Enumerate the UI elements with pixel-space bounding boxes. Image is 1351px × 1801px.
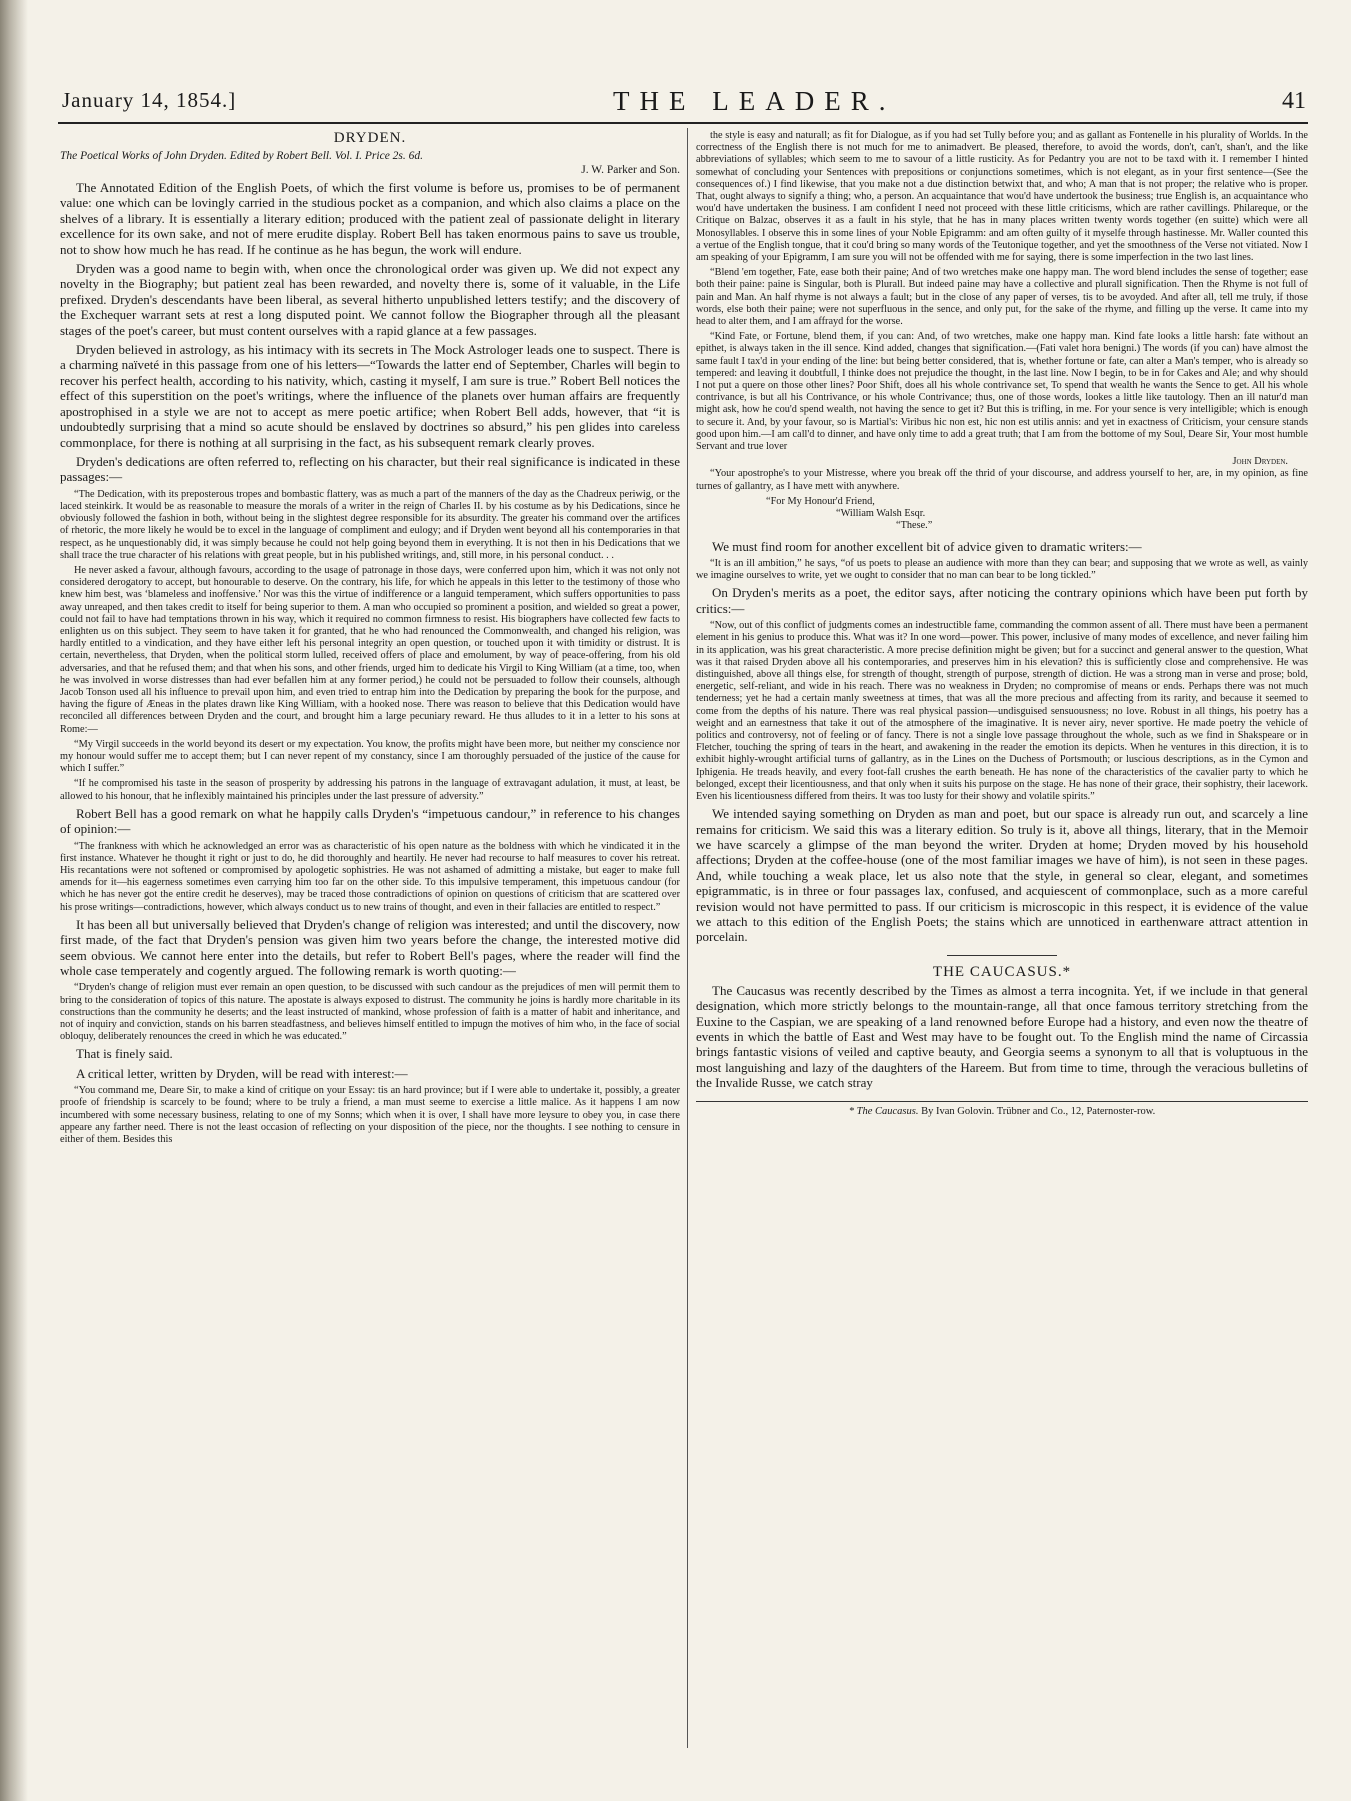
block-quote: “It is an ill ambition,” he says, “of us poets to please an audience with more than they can bear; and supposing that we wrote as well, as vainly we imagine ourselves to write, yet we ought to consider that no man can bear to be long tickled.” bbox=[696, 557, 1308, 582]
article-heading-dryden: DRYDEN. bbox=[333, 130, 407, 146]
issue-date: January 14, 1854.] bbox=[62, 88, 237, 112]
right-column bbox=[696, 130, 1308, 1750]
block-quote: “If he compromised his taste in the season of prosperity by addressing his patrons in the language of extravagant adulation, it must, at least, be allowed to his honour, that he inflexibly maintained his principles under the last pressure of adversity.” bbox=[60, 778, 680, 802]
letter-signature: John Dryden. bbox=[1232, 456, 1288, 468]
footnote-title: * The Caucasus. bbox=[848, 1105, 919, 1117]
letter-address-line: “These.” bbox=[896, 520, 933, 532]
block-quote: “The Dedication, with its preposterous tropes and bombastic flattery, was as much a part of the manners of the day as the Chadreux periwig, or the laced steinkirk. It would be as reasonable to measure the morals of a writer in the reign of Charles II. by his costume as by his Dedications, since he obviously followed the fashion in both, without being in the slightest degree responsible for its absurdity. The greater his command over the artifices of rhetoric, the more likely he would be to excel in the language of compliment and eulogy; and if Dryden went beyond all his contemporaries in that respect, as he unquestionably did, it was simply because he could not help going beyond them in everything. It is not then in his Dedications that we shall trace the true character of his relations with great people, but in his published writings, and, still more, in his personal conduct. . . bbox=[60, 488, 680, 561]
paragraph: That is finely said. bbox=[76, 1046, 173, 1062]
left-column bbox=[60, 130, 680, 1750]
header-rule bbox=[58, 122, 1308, 124]
paragraph: A critical letter, written by Dryden, will be read with interest:— bbox=[76, 1065, 408, 1081]
paragraph: On Dryden's merits as a poet, the editor says, after noticing the contrary opinions which have been put forth by critics:— bbox=[696, 585, 1308, 616]
block-quote: He never asked a favour, although favours, according to the usage of patronage in those days, were conferred upon him, which it was not only not considered derogatory to accept, but honourable to deserve. On the contrary, his life, for which he appeals in this letter to the testimony of those who knew him best, was ‘blameless and inoffensive.’ Nor was this the virtue of indifference or a languid temperament, which suffers opportunities to pass away unreaped, and then takes credit to itself for being superior to them. A man who occupied so prominent a position, and wielded so great a power, could not fail to have had temptations thrown in his way, which it required no common firmness to resist. His biographers have collected few facts to enlighten us on this subject. They seem to have taken it for granted, that he who had renounced the Commonwealth, and changed his religion, was hardly entitled to a vindication, and they have either left his personal integrity an open question, or touched upon it with timidity or distrust. It is certain, nevertheless, that Dryden, when the political storm lulled, received offers of place and emolument, by way of peace-offering, from his old adversaries, and that he refused them; and that when his sons, and other friends, urged him to dedicate his Virgil to King William (at a time, too, when he was involved in worse distresses than had ever befallen him at any former period,) he could not be persuaded to follow their counsels, although Jacob Tonson used all his influence to prevail upon him, and even tried to entrap him into the Dedication by preparing the book for the purpose, and having the figure of Æneas in the plates drawn like King William, with a hooked nose. There was reason to believe that this Dedication would have reconciled all differences between Dryden and the court, and brought him a large pecuniary reward. He thus alludes to it in a letter to his sons at Rome:— bbox=[60, 564, 680, 735]
footnote-rule bbox=[696, 1101, 1308, 1102]
page-header bbox=[58, 86, 1308, 126]
paragraph: The Annotated Edition of the English Poets, of which the first volume is before us, promises to be of permanent value: one which can be lovingly carried in the studious pocket as a companion, and which also claims a place on the shelves of a library. It is essentially a literary edition; produced with the patient zeal of passionate delight in literary excellence for its own sake, and not of mere erudite display. Robert Bell has taken enormous pains to save us trouble, not to show how much he has read. If he continue as he has begun, the work will endure. bbox=[60, 180, 680, 257]
paragraph: Dryden was a good name to begin with, when once the chronological order was given up. We did not expect any novelty in the Biography; but patient zeal has been rewarded, and novelty there is, some of it valuable, in the Life prefixed. Dryden's descendants have been liberal, as several hitherto unpublished letters testify; and the discovery of the Exchequer warrant sets at rest a long disputed point. We cannot follow the Biographer through all the pleasant stages of the poet's career, but must content ourselves with a rapid glance at a few passages. bbox=[60, 261, 680, 338]
section-divider bbox=[947, 955, 1057, 956]
block-quote: “Blend 'em together, Fate, ease both their paine; And of two wretches make one happy man. The word blend includes the sense of together; ease both their paine: paine is Singular, both is Plurall. But indeed paine may have a collective and plurall signification. Then the Rhyme is not full of pain and Man. An half rhyme is not always a fault; but in the close of any paper of verses, tis to be avoyded. And after all, tell me truly, if those words, else both their paine; were not superfluous in the sence, and only put, for the sake of the rhyme, and filling up the verse. It came into my head to alter them, and I am affrayd for the worse. bbox=[696, 267, 1308, 328]
block-quote: “Now, out of this conflict of judgments comes an indestructible fame, commanding the common assent of all. There must have been a permanent element in his genius to produce this. What was it? In one word—power. This power, inclusive of many modes of excellence, and never failing him in its application, was his great characteristic. A more precise definition might be given; but for a succinct and general answer to the question, What was it that raised Dryden above all his contemporaries, and preserves him in his elevation? this is sufficiently close and comprehensive. He was distinguished, above all things else, for strength of thought, strength of purpose, strength of diction. He was a strong man in verse and prose; bold, energetic, self-reliant, and wide in his reach. There was no weakness in Dryden; no compromise of means or ends. Perhaps there was not much tenderness; yet he had a certain manly sweetness at times, that was all the more precious and affecting from its rarity, and because it seemed to come from the depths of his nature. There was real physical passion—undisguised sensuousness; no love. Robust in all things, his poetry has a weight and an earnestness that take it out of the atmosphere of the imaginative. It is never airy, never sportive. He made poetry the vehicle of politics and controversy, not of feeling or of fancy. There is not a single love passage throughout the whole, such as we find in Shakspeare or in Fletcher, touching the spring of tears in the heart, and awakening in the reader the emotion its depicts. When he ventures in this direction, it is to exhibit highly-wrought artificial turns of gallantry, as in the Lines on the Duchess of Portsmouth; or luscious descriptions, as in the Cymon and Iphigenia. He treads heavily, and every foot-fall crushes the earth beneath. He has none of the characteristics of the cavalier party to which he belonged, except their licentiousness, and that only when it suits his purpose on the stage. He has none of their grace, their sophistry, their lacework. Even his licentiousness differed from theirs. It was too lusty for their showy and volatile spirits.” bbox=[696, 620, 1308, 802]
block-quote: “My Virgil succeeds in the world beyond its desert or my expectation. You know, the profits might have been more, but neither my conscience nor my honour would suffer me to accept them; but I can never repent of my constancy, since I am thoroughly persuaded of the justice of the cause for which I suffer.” bbox=[60, 738, 680, 775]
block-quote: “Kind Fate, or Fortune, blend them, if you can: And, of two wretches, make one happy man. Kind fate looks a little harsh: fate without an epithet, is always taken in the ill sence. Kind added, changes that signification.—(Fati valet hora benigni.) The words (if you can) have almost the same fault I tax'd in your ending of the line: but being better considered, that is, whether fortune or fate, can alter a Man's temper, who is already so tempered: and leaving it doubtfull, I thinke does not prejudice the thought, in the last line. Now I begin, to be in for Cakes and Ale; and why should I not put a quere on those other lines? Poor Shift, does all his whole contrivance set, To spend that wealth he wants the Sence to get. All his whole contrivance, is but all his Contrivance, or his whole Contrivance; thus, one of those words, lookes a little like tautology. Then an ill natur'd man might ask, how he cou'd spend wealth, not having the sence to get it? But this is trifling, in me. For your sence is very intelligible; which is enough to secure it. And, by your favour, so is Martial's: Viribus hic non est, hic non est utilis annis: and yet in exactness of Criticism, your censure stands good upon him.—I am call'd to dinner, and have only time to add a great truth; that I am from the bottome of my Soul, Deare Sir, Your most humble Servant and true lover bbox=[696, 331, 1308, 453]
block-quote: “Your apostrophe's to your Mistresse, where you break off the thrid of your discourse, and address yourself to her, are, in my opinion, as fine turnes of gallantry, as I have mett with anywhere. bbox=[696, 468, 1308, 492]
footnote bbox=[696, 1105, 1308, 1118]
review-publisher: J. W. Parker and Son. bbox=[581, 164, 680, 176]
column-divider bbox=[687, 128, 688, 1748]
review-byline: The Poetical Works of John Dryden. Edited by Robert Bell. Vol. I. Price 2s. 6d. bbox=[60, 150, 424, 162]
block-quote: “Dryden's change of religion must ever remain an open question, to be discussed with such candour as the prejudices of men will permit them to bring to the consideration of topics of this nature. The apostate is always exposed to distrust. The community he joins is hardly more charitable in its constructions than the community he deserts; and the least instructed of mankind, whose profession of faith is a matter of habit and inheritance, and not of inquiry and conviction, stands on his barren steadfastness, and believes himself entitled to impugn the motives of him who, in the face of social obloquy, deliberately renounces the creed in which he was educated.” bbox=[60, 982, 680, 1043]
page-binding-shadow bbox=[0, 0, 28, 1801]
paragraph: Dryden believed in astrology, as his intimacy with its secrets in The Mock Astrologer leads one to suspect. There is a charming naïveté in this passage from one of his letters—“Towards the latter end of September, Charles will begin to recover his perfect health, according to his nativity, which, casting it myself, I am sure is true.” Robert Bell notices the effect of this superstition on the poet's writings, where the influence of the planets over human affairs are frequently apostrophised in a style we are not to accept as mere poetic artifice; when Robert Bell adds, however, that “it is undoubtedly surprising that a mind so acute should be enslaved by doctrines so absurd,” his pen glides into careless commonplace, for there is nothing at all surprising in the fact, as his subsequent remark clearly proves. bbox=[60, 342, 680, 450]
paragraph: We intended saying something on Dryden as man and poet, but our space is already run out, and scarcely a line remains for criticism. We said this was a literary edition. So truly is it, above all things, literary, that in the Memoir we have scarcely a glimpse of the man beyond the writer. Dryden at home; Dryden moved by his household affections; Dryden at the coffee-house (one of the most familiar images we have of him), is not seen in these pages. And, while touching a weak place, let us also note that the style, in general so clear, elegant, and sometimes epigrammatic, is in three or four passages lax, confused, and acquiescent of commonplace, such as a more careful revision would not have permitted to pass. If our criticism is microscopic in this respect, it is evidence of the value we attach to this edition of the English Poets; the stains which are unnoticed in earthenware attract attention in porcelain. bbox=[696, 806, 1308, 945]
block-quote: “The frankness with which he acknowledged an error was as characteristic of his open nature as the boldness with which he vindicated it in the first instance. Whatever he thought it right or just to do, he did thoroughly and heartily. He never had recourse to half measures to cover his retreat. His recantations were not softened or compromised by apologetic sophistries. He was not ashamed of admitting a mistake, but eager to make full amends for it—his eagerness sometimes even carrying him too far on the other side. To this impulsive temperament, this impetuous candour (for which he has never got the entire credit he deserves), may be traced those contradictions of opinion on questions of criticism that are scattered over his prose writings—contradictions, however, which always conduct us to new trains of thought, and even in their fallacies are entitled to respect.” bbox=[60, 840, 680, 913]
paragraph: We must find room for another excellent bit of advice given to dramatic writers:— bbox=[712, 538, 1142, 554]
letter-address-line: “For My Honour'd Friend, bbox=[766, 495, 875, 507]
letter-address-line: “William Walsh Esqr. bbox=[836, 508, 926, 520]
paragraph: Dryden's dedications are often referred to, reflecting on his character, but their real significance is indicated in these passages:— bbox=[60, 453, 680, 485]
article-heading-caucasus: THE CAUCASUS.* bbox=[932, 963, 1072, 980]
page-number: 41 bbox=[1282, 88, 1306, 114]
footnote-text: By Ivan Golovin. Trübner and Co., 12, Paternoster-row. bbox=[921, 1105, 1156, 1117]
block-quote: the style is easy and naturall; as fit for Dialogue, as if you had set Tully before you; and as gallant as Fontenelle in his plurality of Worlds. In the correctness of the English there is not much for me to animadvert. Be pleased, therefore, to avoid the words, don't, can't, shan't, and the like abbreviations of syllables; which seem to me to savour of a little rusticity. As for Pedantry you are not to be taxd with it. I remember I hinted somewhat of concluding your Sentences with prepositions or conjunctions sometimes, which is not elegant, as in your first sentence—(See the consequences of.) I find likewise, that you make not a due distinction betwixt that, and who; A man that is not proper; the relative who is proper. That, ought always to signify a thing; who, a person. An acquaintance that wou'd have undertook the business; true English is, an acquaintance who wou'd have undertaken the business. I am confident I need not proceed with these little criticisms, which are rather cavillings. Philareque, or the Critique on Balzac, observes it as a fault in his style, that he has in many places written twenty words together (en suitte) which were all Monosyllables. I observe this in some lines of your Noble Epigramm: and am often guilty of it myselfe through hastinesse. Mr. Waller counted this a vertue of the English tongue, that it cou'd bring so many words of the Teutonique together, and yet the smoothness of the Verse not vitiated. Now I am speaking of your Epigramm, I am sure you will not be offended with me for saying, there is some imperfection in the two last lines. bbox=[696, 130, 1308, 264]
paragraph: Robert Bell has a good remark on what he happily calls Dryden's “impetuous candour,” in reference to his changes of opinion:— bbox=[60, 805, 680, 837]
paragraph: The Caucasus was recently described by the Times as almost a terra incognita. Yet, if we include in that general designation, which more strictly belongs to the mountain-range, all that once famous territory stretching from the Euxine to the Caspian, we are speaking of a land renowned before Europe had a history, and even now the theatre of events in which the battle of East and West may have to be fought out. To the English mind the name of Circassia brings fantastic visions of veiled and captive beauty, and Georgia seems a synonym to all that is voluptuous in the most languishing and lazy of the daughters of the Hareem. But from time to time, through the veracious bulletins of the Invalide Russe, we catch stray bbox=[696, 982, 1308, 1091]
paragraph: It has been all but universally believed that Dryden's change of religion was interested; and until the discovery, now first made, of the fact that Dryden's pension was given him two years before the change, the interested motive did seem obvious. We cannot here enter into the details, but refer to Robert Bell's pages, where the reader will find the whole case temperately and cogently argued. The following remark is worth quoting:— bbox=[60, 916, 680, 979]
newspaper-title: THE LEADER. bbox=[613, 86, 896, 116]
block-quote: “You command me, Deare Sir, to make a kind of critique on your Essay: tis an hard province; but if I were able to undertake it, possibly, a greater proofe of friendship is scarcely to be found; where to be truly a friend, a man must seeme to exercise a little malice. As it happens I am now incumbered with some necessary business, relating to one of my Sonns; which when it is over, I shall have more leysure to obey you, in case there appeare any farther need. There is not the least occasion of reflecting on your disposition of the piece, nor the thoughts. I see nothing to censure in either of them. Besides this bbox=[60, 1085, 680, 1146]
